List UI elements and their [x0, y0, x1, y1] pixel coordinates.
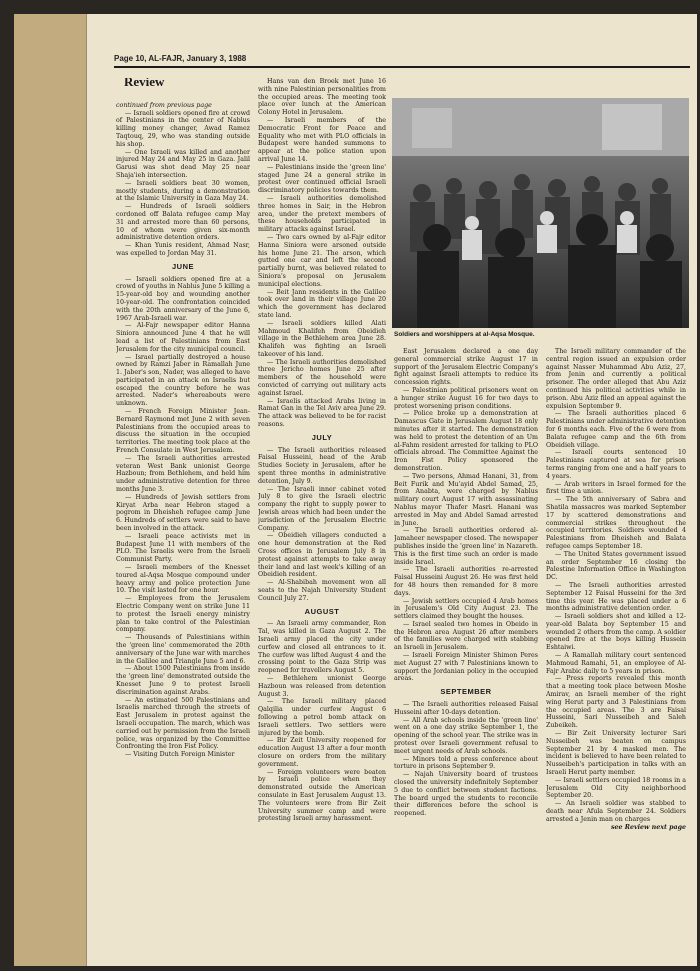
news-item: — The Israeli military placed Qalqilia under curfew August 6 following a petrol bomb attack on Israeli settlers. Two settlers were injured by the bomb. — [258, 698, 386, 737]
soldiers-crowd-image — [392, 98, 689, 328]
news-item: — Israeli members of the Knesset toured al-Aqsa Mosque compound under heavy army and police protection June 10. The visit lasted for one hour. — [116, 564, 250, 595]
news-item: — Israeli peace activists met in Budapest June 11 with members of the PLO. The Israelis were from the Israeli Communist Party. — [116, 532, 250, 564]
column-3 — [394, 348, 538, 948]
continued-next-page: see Review next page — [611, 823, 686, 831]
news-item: — One Israeli was killed and another injured May 24 and May 25 in Gaza. Jalil Garusi was shot dead May 25 near Shaja'ieh intersection. — [116, 148, 250, 179]
photo-caption: Soldiers and worshippers at al-Aqsa Mosque. — [394, 331, 535, 338]
news-photo — [392, 98, 689, 328]
news-item: — The United States government issued an order September 16 closing the Palestine Information Office in Washington DC. — [546, 550, 686, 582]
news-item: — Police broke up a demonstration at Damascus Gate in Jerusalem August 18 only minutes after it started. The demonstration was held to protest the detention of an Um al-Fahm resident arrested for talking to PLO officials abroad. The Committee Against the Iron Fist Policy sponsored the demonstration. — [394, 410, 538, 472]
news-item: — The Israeli authorities placed 6 Palestinians under administrative detention for 6 months each. Five of the 6 were from Balata refugee camp and the 6th from Obeidieh village. — [546, 410, 686, 449]
news-item: — Palestinians inside the 'green line' staged June 24 a general strike in protest over continued official Israeli discriminatory policies towards them. — [258, 163, 386, 195]
news-item: — Jewish settlers occupied 4 Arab homes in Jerusalem's Old City August 23. The settlers claimed they bought the houses. — [394, 597, 538, 621]
news-item: — Najah University board of trustees closed the university indefinitely September 5 due to conflict between student factions. The board urged the students to reconcile their differences before the school is reopened. — [394, 771, 538, 818]
news-item: — About 1500 Palestinians from inside the 'green line' demonstrated outside the Knesset June 9 to protest Israeli discrimination against Arabs. — [116, 665, 250, 696]
page-header: Page 10, AL-FAJR, January 3, 1988 — [114, 54, 247, 63]
news-item: — Minors told a press conference about torture in prisons September 9. — [394, 755, 538, 771]
news-item: — A Ramallah military court sentenced Mahmoud Ramahi, 51, an employee of Al-Fajr Arabic daily to 5 years in prison. — [546, 652, 686, 675]
month-heading: SEPTEMBER — [440, 687, 492, 697]
news-item: — The Israeli authorities re-arrested Faisal Husseini August 26. He was first held for 48 hours then remanded for 8 more days. — [394, 566, 538, 597]
news-item: — Israelis attacked Arabs living in Ramat Gan in the Tel Aviv area June 29. The attack was believed to be for racist reasons. — [258, 397, 386, 429]
article-title: Review — [124, 78, 165, 89]
news-item: — The Israeli authorities demolished three Jericho homes June 25 after members of the household were convicted of carrying out military acts against Israel. — [258, 358, 386, 397]
news-item: East Jerusalem declared a one day general commercial strike August 17 in support of the Jerusalem Electric Company's fight against Israeli attempts to reduce its concession rights. — [394, 348, 538, 387]
news-item: — Israel sealed two homes in Obeido in the Hebron area August 26 after members of the families were charged with stabbing an Israeli in Jerusalem. — [394, 620, 538, 652]
news-item: — French Foreign Minister Jean-Bernard Raymond met June 2 with seven Palestinians from the occupied areas to discuss the situation in the occupied territories. The meeting took place at the French Consulate in West Jerusalem. — [116, 408, 250, 455]
news-item: Hans van den Broek met June 16 with nine Palestinian personalities from the occupied areas. The meeting took place over lunch at the American Colony Hotel in Jerusalem. — [258, 78, 386, 117]
news-item: — Israeli soldiers killed Alati Mahmoud Khalifeh from Obeidieh village in the Bethlehem area June 28. Khalifeh was fighting an Israeli takeover of his land. — [258, 319, 386, 358]
continued-note: continued from previous page — [116, 101, 212, 109]
column-2 — [258, 78, 386, 948]
news-item: The Israeli military commander of the central region issued an expulsion order against Nasser Muhammad Abu Aziz, 27, from Jenin and currently a political prisoner. The order alleged that Abu Aziz continued his political activities while in prison. Abu Aziz filed an appeal against the expulsion September 9. — [546, 348, 686, 410]
news-item: — Israeli Foreign Minister Shimon Peres met August 27 with 7 Palestinians known to support the Jordanian policy in the occupied areas. — [394, 652, 538, 683]
news-item: — Hundreds of Israeli soldiers cordoned off Balata refugee camp May 31 and arrested more than 60 persons, 10 of whom were given six-month administrative detention orders. — [116, 203, 250, 242]
news-item: — All Arab schools inside the 'green line' went on a one day strike September 1, the opening of the school year. The strike was in protest over Israeli government refusal to meet urgent needs of Arab schools. — [394, 716, 538, 755]
news-item: — An Israeli army commander, Ron Tal, was killed in Gaza August 2. The Israeli army placed the city under curfew and closed all entrances to it. The curfew was lifted August 4 and the crossing point to the Gaza Strip was reopened for travellers August 5. — [258, 620, 386, 675]
news-item: — The Israeli authorities arrested September 12 Faisal Husseini for the 3rd time this year. He was placed under a 6 months administrative detention order. — [546, 581, 686, 613]
news-item: — An estimated 500 Palestinians and Israelis marched through the streets of East Jerusalem in protest against the Israeli occupation. The march, which was carried out by permission from the Israeli police, was organized by the Committee Confronting the Iron Fist Policy. — [116, 696, 250, 751]
month-heading: JULY — [311, 432, 333, 442]
news-item: — Foreign volunteers were beaten by Israeli police when they demonstrated outside the American consulate in East Jerusalem August 13. The volunteers were from Bir Zeit University summer camp and were protesting Israeli army harassment. — [258, 768, 386, 823]
news-item: — Israeli soldiers shot and killed a 12-year-old Balata boy September 15 and wounded 2 others from the camp. A soldier opened fire at the boys killing Hussein Eshtaiwi. — [546, 613, 686, 652]
binder-edge — [14, 14, 87, 966]
month-heading: JUNE — [171, 261, 194, 271]
news-item: — An Israeli soldier was stabbed to death near Afula September 24. Soldiers arrested a Jenin man on charges — [546, 800, 686, 823]
news-item: — Two cars owned by al-Fajr editor Hanna Siniora were arsoned outside his home June 21. The arson, which gutted one car and left the second partially burnt, was believed related to Siniora's proposal on Jerusalem municipal elections. — [258, 233, 386, 288]
column-1 — [116, 78, 250, 948]
news-item: — Israeli members of the Democratic Front for Peace and Equality who met with PLO officials in Budapest were handed summons to appear at the police station upon arrival June 14. — [258, 116, 386, 163]
news-item: — Israel partially destroyed a house owned by Ramzi Jaber in Ramallah June 1. Jaber's son, Nader, was alleged to have participated in an attack on Israelis but escaped the country before he was arrested. Nader's whereabouts were unknown. — [116, 353, 250, 408]
news-item: — Obeidieh villagers conducted a one hour demonstration at the Red Cross offices in Jerusalem July 8 in protest against attempts to take away their land and last week's killing of an Obeidieh resident. — [258, 532, 386, 579]
news-item: — Israeli courts sentenced 10 Palestinians captured at sea for prison terms ranging from one and a half years to 4 years. — [546, 449, 686, 480]
news-item: — Bir Zeit University lecturer Sari Nusseibeh was beaten on campus September 21 by 4 masked men. The incident is believed to have been related to Nusseibeh's participation in talks with an Israeli Herut party member. — [546, 730, 686, 777]
column-4 — [546, 348, 686, 948]
news-item: — Press reports revealed this month that a meeting took place between Moshe Amirav, an Israeli member of the right wing Herut party and 3 Palestinians from the occupied areas. The 3 are Faisal Husseini, Sari Nusseibeh and Saleh Zubeikeh. — [546, 675, 686, 730]
news-item: — Thousands of Palestinians within the 'green line' commemorated the 20th anniversary of the June war with marches in the Galilee and Triangle June 5 and 6. — [116, 634, 250, 665]
news-item: — Israeli soldiers opened fire at a crowd of youths in Nablus June 5 killing a 15-year-old boy and wounding another 10-year-old. The confrontation coincided with the 20th anniversary of the June 6, 1967 Arab-Israeli war. — [116, 275, 250, 322]
news-item: — The Israeli inner cabinet voted July 8 to give the Israeli electric company the right to supply power to Jewish areas which had been under the jurisdiction of the Jerusalem Electric Company. — [258, 485, 386, 532]
news-item: — Israeli authorities demolished three homes in Sair, in the Hebron area, under the pretext members of these households participated in military attacks against Israel. — [258, 194, 386, 234]
news-item: — Employees from the Jerusalem Electric Company went on strike June 11 to protest the Israeli energy ministry plan to take control of the Palestinian company. — [116, 595, 250, 634]
news-item: — Two persons, Ahmad Hanani, 31, from Beit Furik and Mu'ayid Abdel Samad, 25, from Anabta, were charged by Nablus military court August 17 with assassinating Nablus mayor Thafer Masri. Hanani was arrested in May and Abdel Samad arrested in June. — [394, 472, 538, 527]
header-rule — [114, 66, 690, 68]
document-page — [14, 14, 697, 966]
news-item: — The Israeli authorities released Faisal Husseini, head of the Arab Studies Society in Jerusalem, after he spent three months in administrative detention, July 9. — [258, 446, 386, 485]
news-item: — Israeli soldiers beat 30 women, mostly students, during a demonstration at the Islamic University in Gaza May 24. — [116, 179, 250, 203]
news-item: — The Israeli authorities arrested veteran West Bank unionist George Hazboun; from Bethlehem, and held him under administrative detention for three months June 3. — [116, 454, 250, 494]
news-item: — Khan Yunis resident, Ahmad Nasr, was expelled to Jordan May 31. — [116, 242, 250, 257]
news-item: — Hundreds of Jewish settlers from Kiryat Arba near Hebron staged a pogrom in Dheisheh refugee camp June 6. Hundreds of settlers were said to have been involved in the attack. — [116, 493, 250, 533]
news-item: — Visiting Dutch Foreign Minister — [125, 751, 235, 759]
news-item: — Bir Zeit University reopened for education August 13 after a four month closure on orders from the military government. — [258, 737, 386, 768]
news-item: — Beit Jann residents in the Galilee took over land in their village June 20 which the government has declared state land. — [258, 288, 386, 319]
newspaper-sheet — [92, 18, 694, 962]
news-item: — The 5th anniversary of Sabra and Shatila massacres was marked September 17 by scattered demonstrations and commercial strikes throughout the occupied territories. Soldiers wounded 4 Palestinians from Dheisheh and Balata refugee camps September 18. — [546, 496, 686, 550]
news-item: — Israeli soldiers opened fire at crowd of Palestinians in the center of Nablus killing money changer, Awad Ramez Taqtouq, 29, who was standing outside his shop. — [116, 109, 250, 148]
news-item: — Bethlehem unionist George Hazboun was released from detention August 3. — [258, 674, 386, 698]
news-item: — Arab writers in Israel formed for the first time a union. — [546, 480, 686, 496]
news-item: — Israeli settlers occupied 18 rooms in a Jerusalem Old City neighborhood September 20. — [546, 776, 686, 800]
news-item: — Palestinian political prisoners went on a hunger strike August 16 for two days to protest worsening prison conditions. — [394, 386, 538, 410]
news-item: — Al-Shabibah movement won all seats to the Najah University Student Council July 27. — [258, 579, 386, 602]
news-item: — The Israeli authorities ordered al-Jamaheer newspaper closed. The newspaper publishes inside the 'green line' in Nazareth. This is the first time such an order is made inside Israel. — [394, 527, 538, 566]
news-item: — Al-Fajr newspaper editor Hanna Siniora announced June 4 that he will lead a list of Palestinians from East Jerusalem for the city municipal council. — [116, 322, 250, 353]
month-heading: AUGUST — [304, 606, 340, 616]
news-item: — The Israeli authorities released Faisal Husseini after 10-days detention. — [394, 701, 538, 716]
